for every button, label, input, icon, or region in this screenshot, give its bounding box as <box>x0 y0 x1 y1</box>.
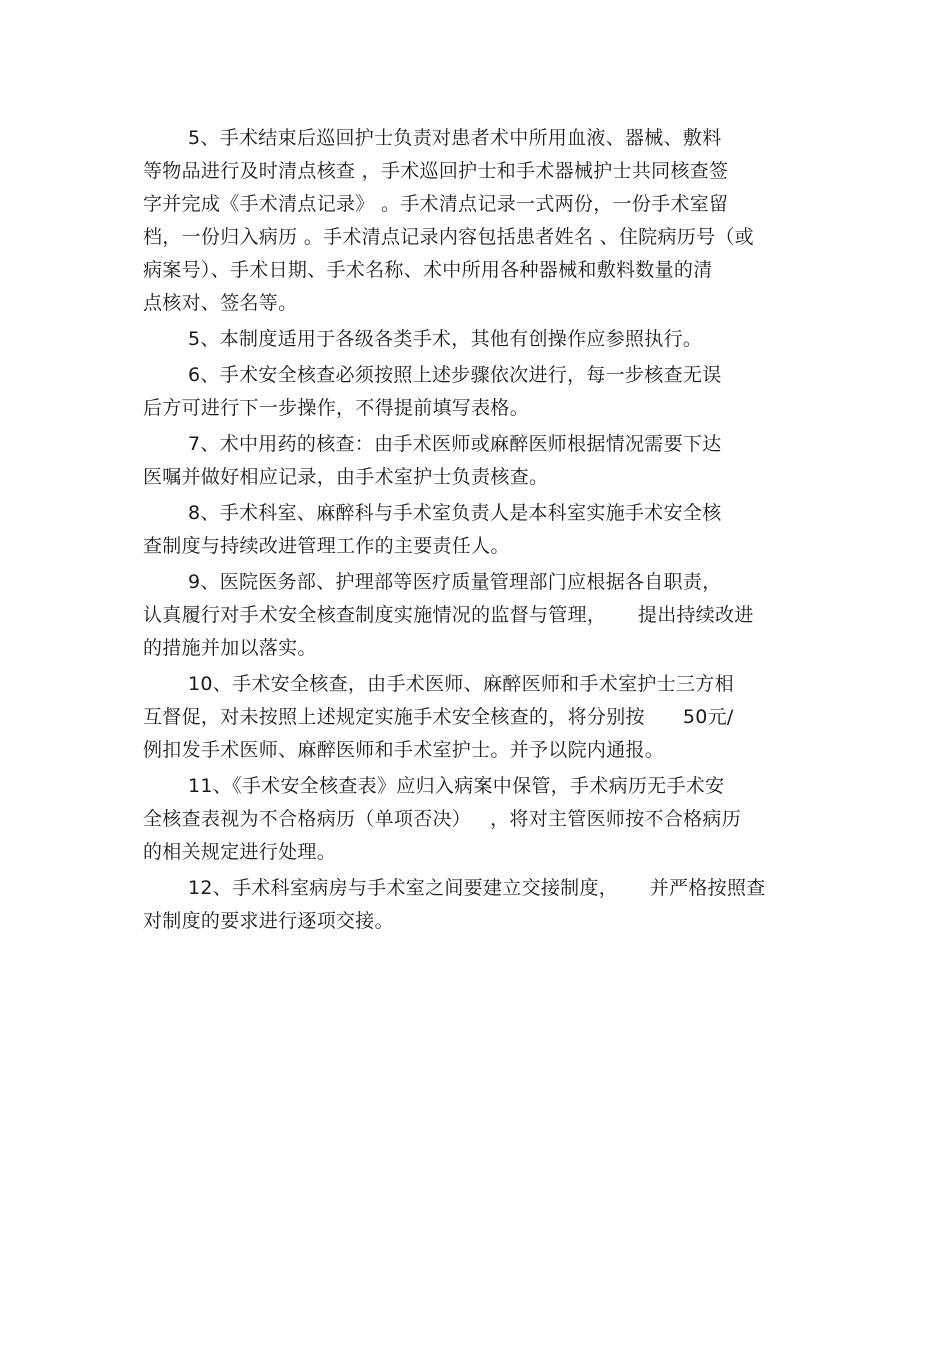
text-line: 医嘱并做好相应记录，由手术室护士负责核查。 <box>143 466 549 488</box>
text-line: 认真履行对手术安全核查制度实施情况的监督与管理， 提出持续改进 <box>143 604 754 626</box>
paragraph-10-penalty <box>143 668 823 767</box>
text-line: 字并完成《手术清点记录》 。手术清点记录一式两份，一份手术室留 <box>143 193 729 215</box>
paragraph-9-supervision <box>143 566 823 665</box>
text-line: 后方可进行下一步操作，不得提前填写表格。 <box>143 397 530 419</box>
text-line: 11、《手术安全核查表》应归入病案中保管，手术病历无手术安 <box>188 775 725 797</box>
text-line: 的措施并加以落实。 <box>143 637 317 659</box>
text-line: 点核对、签名等。 <box>143 292 298 314</box>
text-line: 病案号）、手术日期、手术名称、术中所用各种器械和敷料数量的清 <box>143 259 713 281</box>
text-line: 例扣发手术医师、麻醉医师和手术室护士。并予以院内通报。 <box>143 739 665 761</box>
text-line: 对制度的要求进行逐项交接。 <box>143 910 394 932</box>
text-line: 8、手术科室、麻醉科与手术室负责人是本科室实施手术安全核 <box>188 502 722 524</box>
text-line: 的相关规定进行处理。 <box>143 841 337 863</box>
text-line: 互督促，对未按照上述规定实施手术安全核查的，将分别按 50元/ <box>143 706 734 728</box>
text-line: 5、本制度适用于各级各类手术，其他有创操作应参照执行。 <box>188 328 703 350</box>
text-line: 查制度与持续改进管理工作的主要责任人。 <box>143 535 510 557</box>
text-line: 9、医院医务部、护理部等医疗质量管理部门应根据各自职责， <box>188 571 722 593</box>
paragraph-5-counting-record <box>143 122 823 320</box>
paragraph-7-medication-check <box>143 428 823 494</box>
text-line: 12、手术科室病房与手术室之间要建立交接制度， 并严格按照查 <box>188 877 766 899</box>
paragraph-11-record-keeping <box>143 770 823 869</box>
paragraph-6-sequence <box>143 359 823 425</box>
text-line: 档，一份归入病历 。手术清点记录内容包括患者姓名 、住院病历号（或 <box>143 226 754 248</box>
text-line: 6、手术安全核查必须按照上述步骤依次进行，每一步核查无误 <box>188 364 722 386</box>
text-line: 全核查表视为不合格病历（单项否决） ，将对主管医师按不合格病历 <box>143 808 742 830</box>
paragraph-5-scope <box>143 323 823 356</box>
document-body <box>143 122 823 941</box>
text-line: 10、手术安全核查，由手术医师、麻醉医师和手术室护士三方相 <box>188 673 734 695</box>
text-line: 等物品进行及时清点核查 ，手术巡回护士和手术器械护士共同核查签 <box>143 160 729 182</box>
paragraph-12-handover <box>143 872 823 938</box>
text-line: 7、术中用药的核查：由手术医师或麻醉医师根据情况需要下达 <box>188 433 722 455</box>
text-line: 5、手术结束后巡回护士负责对患者术中所用血液、器械、敷料 <box>188 127 722 149</box>
paragraph-8-responsibility <box>143 497 823 563</box>
